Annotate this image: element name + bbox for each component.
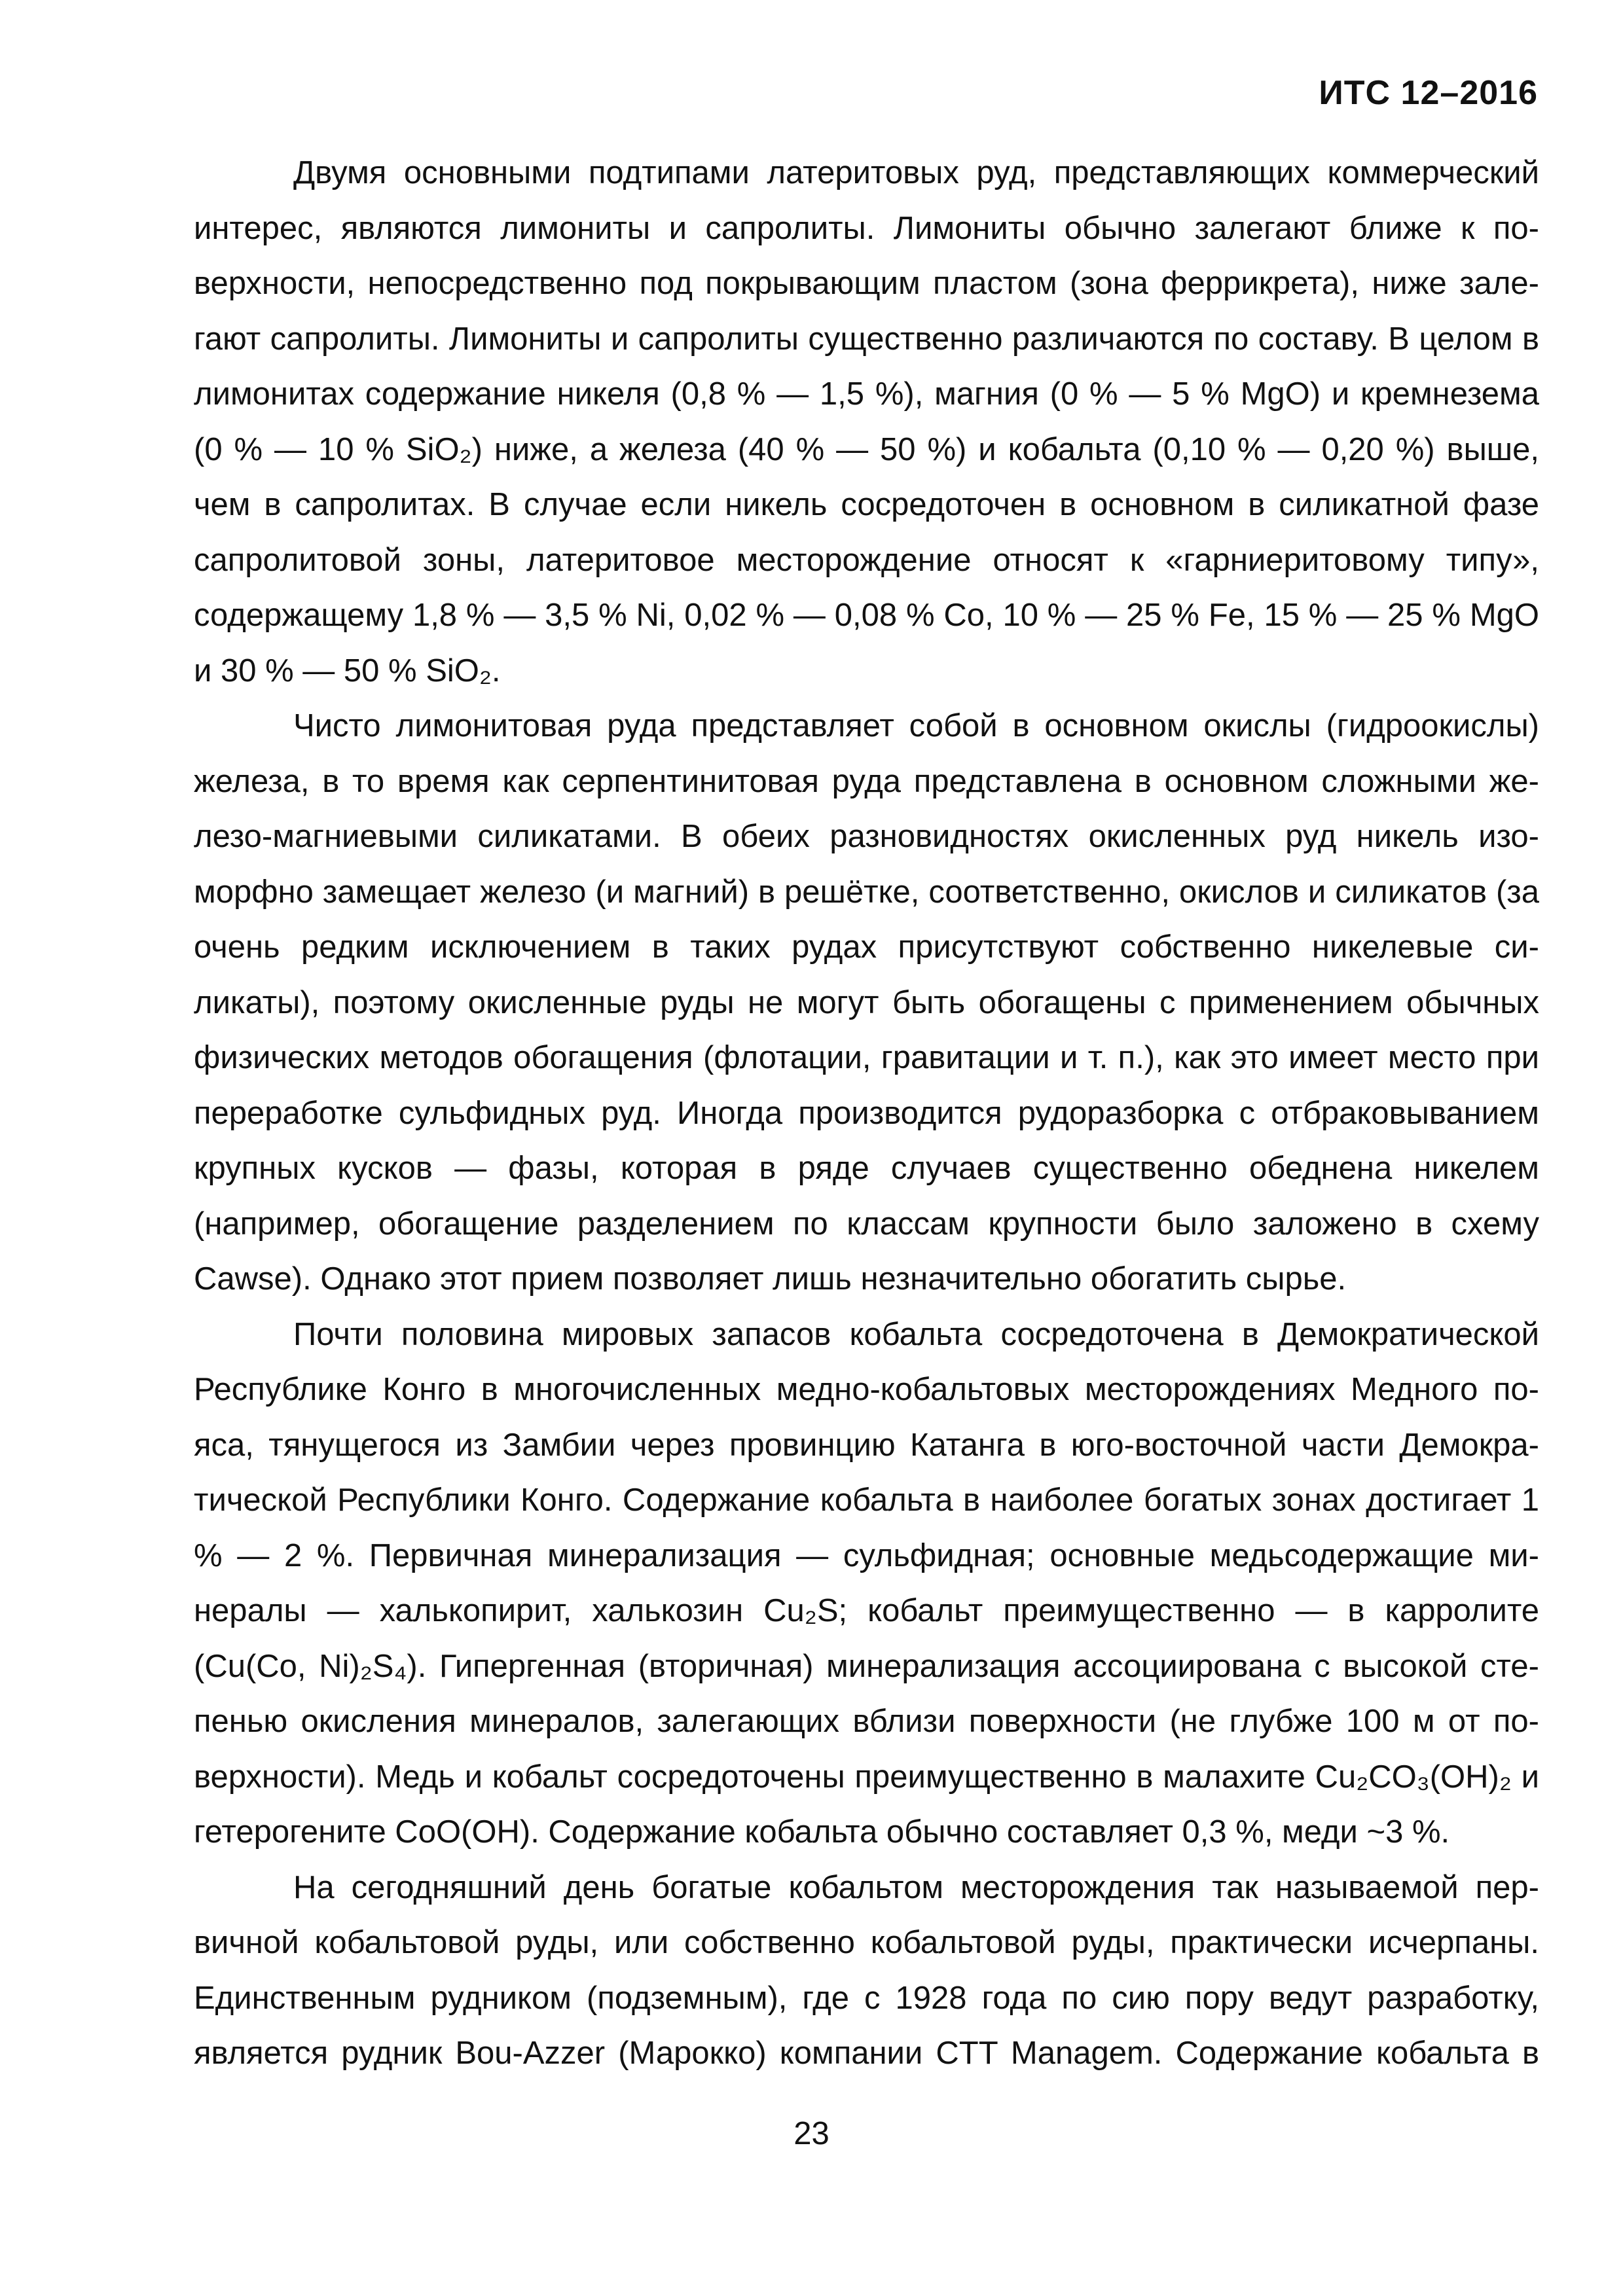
paragraph-laterite-ores: Двумя основными подтипами латеритовых руд, представляющих коммерческий интерес, являются лимониты и сапролиты. Лимониты обычно залегают ближе к поверхности, непосредственно под покрывающим пластом (зона феррикрета), ниже залегают сапролиты. Лимониты и сапролиты существенно различаются по составу. В целом в лимонитах содержание никеля (0,8 % — 1,5 %), магния (0 % — 5 % MgO) и кремнезема (0 % — 10 % SiO₂) ниже, а железа (40 % — 50 %) и кобальта (0,10 % — 0,20 %) выше, чем в сапролитах. В случае если никель сосредоточен в основном в силикатной фазе сапролитовой зоны, латеритовое месторождение относят к «гарниеритовому типу», содержащему 1,8 % — 3,5 % Ni, 0,02 % — 0,08 % Co, 10 % — 25 % Fe, 15 % — 25 % MgO и 30 % — 50 % SiO₂. bbox=[194, 155, 1539, 689]
page-body bbox=[194, 145, 1539, 2081]
paragraph-primary-cobalt: На сегодняшний день богатые кобальтом месторождения так называемой первичной кобальтовой руды, или собственно кобальтовой руды, практически исчерпаны. Единственным рудником (подземным), где с 1928 года по сию пору ведут разработку, является рудник Bou-Azzer (Марокко) компании CTT Managem. Содержание кобальта в bbox=[194, 1869, 1539, 2071]
page-number: 23 bbox=[793, 2116, 830, 2151]
paragraph-cobalt-congo: Почти половина мировых запасов кобальта сосредоточена в Демократической Республике Конго в многочисленных медно-кобальтовых месторождениях Медного пояса, тянущегося из Замбии через провинцию Катанга в юго-восточной части Демократической Республики Конго. Содержание кобальта в наиболее богатых зонах достигает 1 % — 2 %. Первичная минерализация — сульфидная; основные медьсодержащие минералы — халькопирит, халькозин Cu₂S; кобальт преимущественно — в карролите (Cu(Co, Ni)₂S₄). Гипергенная (вторичная) минерализация ассоциирована с высокой степенью окисления минералов, залегающих вблизи поверхности (не глубже 100 м от поверхности). Медь и кобальт сосредоточены преимущественно в малахите Cu₂CO₃(OH)₂ и гетерогените CoO(OH). Содержание кобальта обычно составляет 0,3 %, меди ~3 %. bbox=[194, 1316, 1539, 1850]
document-id-header: ИТС 12–2016 bbox=[1319, 74, 1538, 112]
paragraph-limonite-ore: Чисто лимонитовая руда представляет собой в основном окислы (гидроокислы) железа, в то время как серпентинитовая руда представлена в основном сложными железо-магниевыми силикатами. В обеих разновидностях окисленных руд никель изоморфно замещает железо (и магний) в решётке, соответственно, окислов и силикатов (за очень редким исключением в таких рудах присутствуют собственно никелевые силикаты), поэтому окисленные руды не могут быть обогащены с применением обычных физических методов обогащения (флотации, гравитации и т. п.), как это имеет место при переработке сульфидных руд. Иногда производится рудоразборка с отбраковыванием крупных кусков — фазы, которая в ряде случаев существенно обеднена никелем (например, обогащение разделением по классам крупности было заложено в схему Cawse). Однако этот прием позволяет лишь незначительно обогатить сырье. bbox=[194, 708, 1539, 1297]
